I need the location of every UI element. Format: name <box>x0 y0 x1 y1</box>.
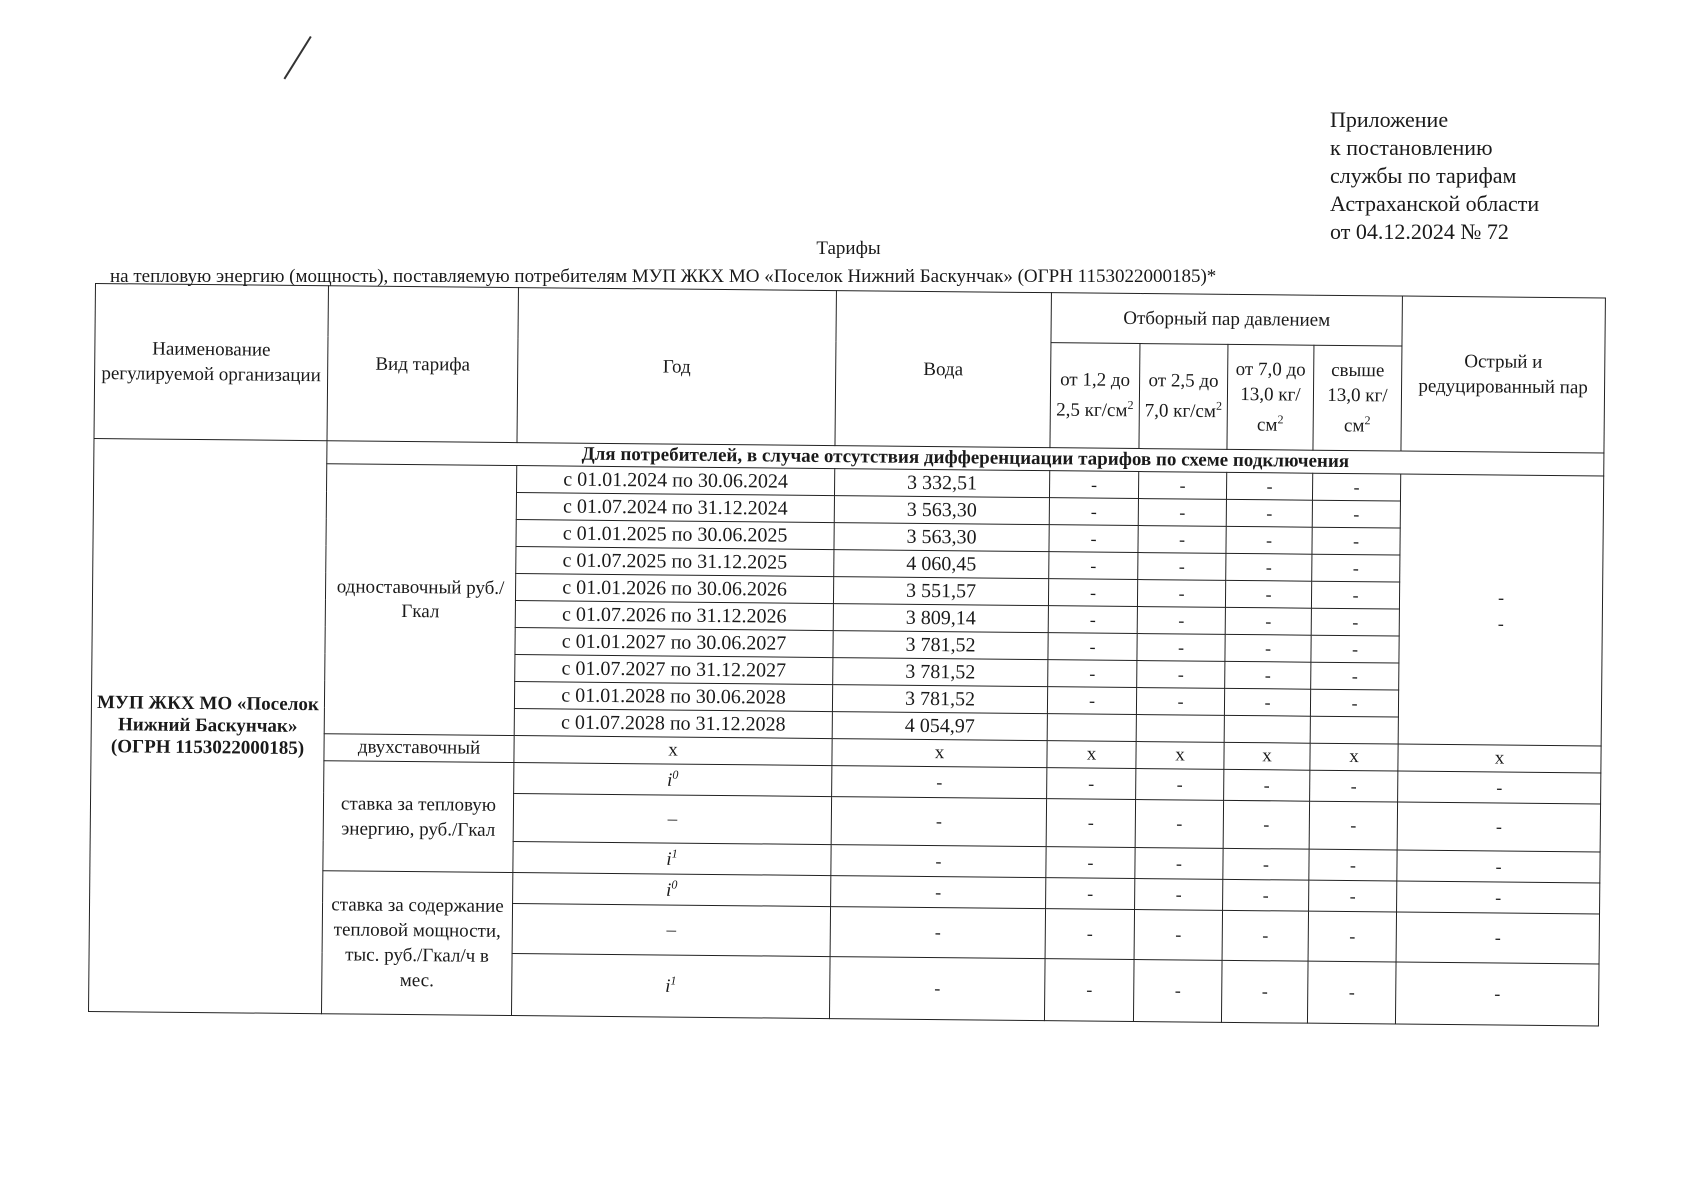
header-pressure-3: от 7,0 до 13,0 $кг/см^2$ <box>1227 344 1314 450</box>
water-value: 3 563,30 <box>834 496 1049 525</box>
dash-cell: - <box>829 957 1045 1021</box>
dash-cell: - <box>1225 607 1311 635</box>
period-cell: с 01.01.2027 по 30.06.2027 <box>515 628 833 658</box>
dash-cell: - <box>1137 580 1225 608</box>
i0-cell: $i^0$ <box>513 873 831 907</box>
dash-cell: - <box>1047 768 1136 800</box>
dash-cell: - <box>1049 552 1138 580</box>
dash-cell: - <box>1223 800 1309 849</box>
period-cell: с 01.07.2028 по 31.12.2028 <box>514 709 832 739</box>
period-cell: с 01.01.2026 по 30.06.2026 <box>515 574 833 604</box>
dash-cell: - <box>1138 526 1226 554</box>
dash-cell: - <box>1309 880 1397 912</box>
dash-cell: - <box>1307 961 1396 1024</box>
header-org: Наименование регулируемой организации <box>94 284 328 441</box>
water-value: 3 551,57 <box>833 577 1048 606</box>
period-cell: с 01.07.2026 по 31.12.2026 <box>515 601 833 631</box>
empty-cell <box>1310 716 1398 744</box>
appendix-line: от 04.12.2024 № 72 <box>1330 219 1509 244</box>
header-tariff-type: Вид тарифа <box>327 286 518 443</box>
dash-cell: - <box>1133 960 1222 1023</box>
dash-cell: - <box>1312 500 1400 528</box>
dash-cell: - <box>1136 688 1224 716</box>
dash-cell: - <box>1308 911 1397 962</box>
x-mark: x <box>1224 742 1310 770</box>
section-header: Для потребителей, в случае отсутствия дифференциации тарифов по схеме подключения <box>327 441 1604 476</box>
dash-cell: - <box>1137 607 1225 635</box>
dash-cell: - <box>1309 801 1398 850</box>
water-value: 3 781,52 <box>833 658 1048 687</box>
dash-cell: - <box>831 845 1046 878</box>
dash-cell: - <box>1138 499 1226 527</box>
empty-cell <box>1224 715 1310 743</box>
dash-cell: - <box>1311 635 1399 663</box>
dash-cell: - <box>1224 688 1310 716</box>
dash-cell: - <box>1397 881 1600 914</box>
header-sharp-steam: Острый и редуцированный пар <box>1401 296 1605 453</box>
dash-cell: - <box>1311 608 1399 636</box>
dash-cell: - <box>1049 525 1138 553</box>
dash-cell: - <box>1047 687 1136 715</box>
appendix-block <box>1330 106 1539 246</box>
header-pressure-1: от 1,2 до 2,5 $кг/см^2$ <box>1050 343 1140 449</box>
water-value: 3 781,52 <box>833 631 1048 660</box>
dash-cell: - <box>1135 800 1223 849</box>
period-cell: с 01.07.2027 по 31.12.2027 <box>515 655 833 685</box>
mid-dash-cell: – <box>512 904 830 957</box>
header-steam-group: Отборный пар давлением <box>1051 293 1403 346</box>
header-pressure-4: свыше 13,0 $кг/см^2$ <box>1313 345 1402 451</box>
dash-cell: - <box>1398 771 1601 804</box>
dash-cell: - <box>1048 633 1137 661</box>
dash-cell: - <box>1049 498 1138 526</box>
dash-cell: - <box>1222 910 1308 961</box>
water-value: 4 054,97 <box>832 712 1047 741</box>
dash-cell: - <box>1310 689 1398 717</box>
water-value: 3 781,52 <box>832 685 1047 714</box>
dash-cell: - <box>1396 912 1599 964</box>
period-cell: с 01.07.2025 по 31.12.2025 <box>516 547 834 577</box>
dash-cell: - <box>1048 579 1137 607</box>
dash-cell: - <box>832 766 1047 799</box>
dash-cell: - <box>1223 879 1309 911</box>
dash-cell: - <box>1224 769 1310 801</box>
dash-cell: - <box>1137 661 1225 689</box>
period-cell: с 01.01.2028 по 30.06.2028 <box>514 682 832 712</box>
x-mark: x <box>1310 743 1398 771</box>
dash-cell: - <box>1312 473 1400 501</box>
appendix-line: Приложение <box>1330 107 1449 132</box>
two-rate-label: двухставочный <box>324 734 514 763</box>
i1-cell: $i^1$ <box>511 954 830 1019</box>
dash-cell: - <box>1135 879 1223 911</box>
period-cell: с 01.01.2024 по 30.06.2024 <box>517 466 835 496</box>
dash-cell: - <box>1312 554 1400 582</box>
dash-cell: - <box>1134 910 1222 961</box>
header-water: Вода <box>835 291 1051 448</box>
water-value: 4 060,45 <box>834 550 1049 579</box>
dash-cell: - <box>1395 962 1599 1026</box>
heat-rate-label: ставка за тепловую энергию, руб./Гкал <box>323 761 514 873</box>
dash-cell: - <box>1223 848 1309 880</box>
x-mark: x <box>832 739 1047 768</box>
dash-cell: - <box>1226 553 1312 581</box>
i1-cell: $i^1$ <box>513 842 831 876</box>
dash-cell: - <box>1046 799 1135 848</box>
dash-cell: - <box>1225 580 1311 608</box>
tariff-table-wrapper <box>88 283 1605 1026</box>
sharp-steam-values: - - <box>1398 474 1604 746</box>
dash-cell: - <box>1311 581 1399 609</box>
dash-cell: - <box>1136 769 1224 801</box>
dash-cell: - <box>1397 850 1600 883</box>
i0-cell: $i^0$ <box>514 763 832 797</box>
appendix-line: службы по тарифам <box>1330 163 1517 188</box>
document-subtitle: на тепловую энергию (мощность), поставляемую потребителям МУП ЖКХ МО «Поселок Нижний Баскунчак» (ОГРН 1153022000185)* <box>110 266 1217 287</box>
dash-cell: - <box>1226 472 1312 500</box>
dash-cell: - <box>830 907 1045 959</box>
x-mark: x <box>1398 744 1601 773</box>
dash-cell: - <box>1225 634 1311 662</box>
dash-cell: - <box>1221 960 1308 1023</box>
dash-cell: - <box>1048 606 1137 634</box>
empty-cell <box>1047 714 1136 742</box>
dash-cell: - <box>1311 662 1399 690</box>
dash-cell: - <box>1135 848 1223 880</box>
dash-cell: - <box>1046 878 1135 910</box>
period-cell: с 01.01.2025 по 30.06.2025 <box>516 520 834 550</box>
header-year: Год <box>517 288 836 446</box>
tariff-table <box>88 283 1606 1026</box>
dash-cell: - <box>1049 471 1138 499</box>
appendix-line: к постановлению <box>1330 135 1493 160</box>
dash-cell: - <box>1225 661 1311 689</box>
water-value: 3 332,51 <box>834 469 1049 498</box>
dash-cell: - <box>1045 909 1134 960</box>
dash-cell: - <box>1309 849 1397 881</box>
dash-cell: - <box>1312 527 1400 555</box>
header-pressure-2: от 2,5 до 7,0 $кг/см^2$ <box>1139 344 1228 450</box>
dash-cell: - <box>1138 472 1226 500</box>
mid-dash-cell: – <box>513 794 831 845</box>
dash-cell: - <box>1048 660 1137 688</box>
dash-cell: - <box>1046 847 1135 879</box>
period-cell: с 01.07.2024 по 31.12.2024 <box>516 493 834 523</box>
scan-mark <box>284 36 312 79</box>
water-value: 3 563,30 <box>834 523 1049 552</box>
x-mark: x <box>514 736 832 766</box>
capacity-rate-label: ставка за содержание тепловой мощности, тыс. руб./Гкал/ч в мес. <box>321 871 512 1016</box>
org-name-cell: МУП ЖКХ МО «Поселок Нижний Баскунчак» (ОГРН 1153022000185) <box>89 438 327 1013</box>
document-title: Тарифы <box>816 238 881 259</box>
dash-cell: - <box>1226 526 1312 554</box>
empty-cell <box>1136 715 1224 743</box>
x-mark: x <box>1136 742 1224 770</box>
dash-cell: - <box>831 876 1046 909</box>
water-value: 3 809,14 <box>833 604 1048 633</box>
dash-cell: - <box>831 797 1046 847</box>
dash-cell: - <box>1044 959 1134 1022</box>
dash-cell: - <box>1397 802 1600 852</box>
dash-cell: - <box>1138 553 1226 581</box>
dash-cell: - <box>1226 499 1312 527</box>
dash-cell: - <box>1310 770 1398 802</box>
single-rate-label: одноставочный руб./Гкал <box>324 464 517 736</box>
appendix-line: Астраханской области <box>1330 191 1540 216</box>
dash-cell: - <box>1137 634 1225 662</box>
x-mark: x <box>1047 741 1136 769</box>
